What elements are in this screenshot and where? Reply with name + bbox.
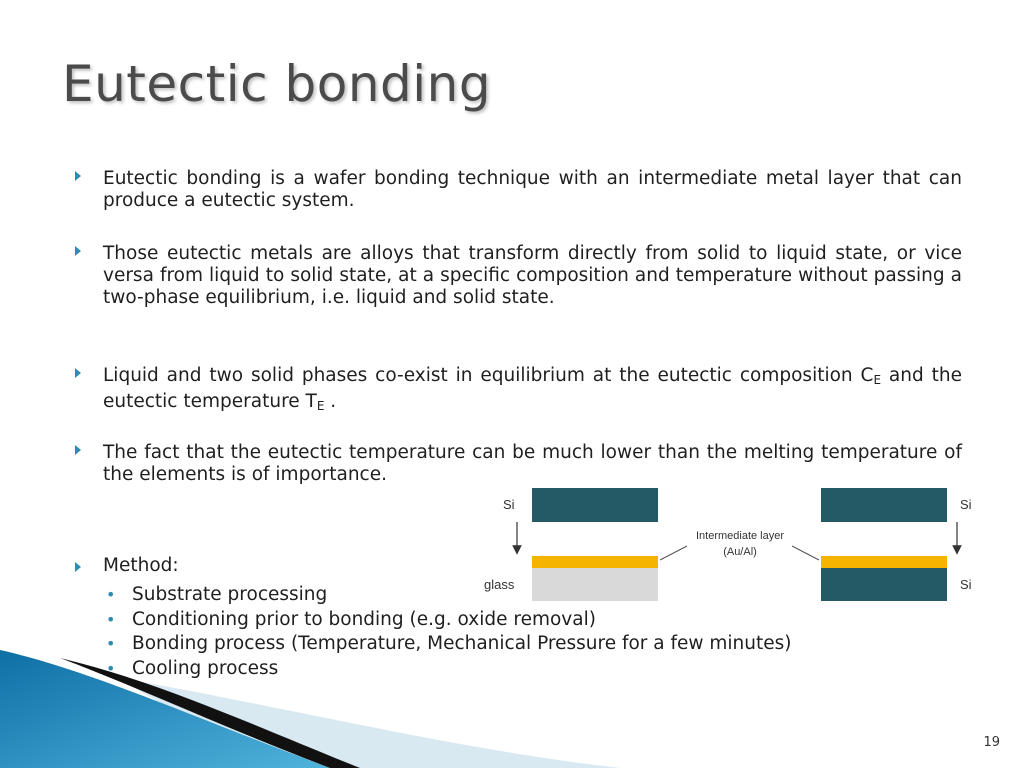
leader-line-left: [660, 546, 687, 560]
bullet-1-text: Eutectic bonding is a wafer bonding technique with an intermediate metal layer that can produce a eutectic system.: [103, 168, 962, 211]
step-1: Substrate processing: [132, 584, 328, 605]
bullet-dot-icon: •: [106, 609, 116, 629]
step-2: Conditioning prior to bonding (e.g. oxide removal): [132, 608, 596, 630]
list-item: [104, 608, 792, 633]
bullet-3-text: [103, 365, 962, 417]
left-metal-layer: [532, 556, 658, 568]
left-bottom-label: glass: [484, 577, 515, 592]
step-3: Bonding process (Temperature, Mechanical Pressure for a few minutes): [132, 633, 792, 654]
left-top-label: Si: [503, 497, 515, 512]
slide-title: Eutectic bonding: [62, 55, 492, 113]
intermediate-label-line1: Intermediate layer: [695, 530, 785, 542]
bullet-dot-icon: •: [106, 658, 116, 678]
right-top-label: Si: [960, 497, 972, 512]
bullet-4-text: The fact that the eutectic temperature can be much lower than the melting temperature of the elements is of importance.: [103, 442, 962, 485]
bullet-dot-icon: •: [106, 585, 116, 604]
subscript-e: E: [873, 373, 882, 387]
subscript-e: E: [316, 399, 325, 413]
left-glass-wafer: [532, 568, 658, 601]
bullet-arrow-icon: [75, 246, 81, 256]
right-si-wafer-bottom: [821, 568, 947, 601]
step-4: Cooling process: [132, 657, 279, 679]
bullet-2-text: Those eutectic metals are alloys that transform directly from solid to liquid state, or vice versa from liquid to solid state, at a specific composition and temperature without passing a two-phase equilibrium, i.e. liquid and solid state.: [103, 243, 962, 308]
bullet-3-part-b: and the eutectic temperature T: [103, 365, 962, 412]
method-label: Method:: [103, 555, 179, 576]
intermediate-label-line2: (Au/Al): [723, 546, 757, 558]
left-si-wafer: [532, 488, 658, 522]
bullet-arrow-icon: [75, 445, 81, 455]
right-bottom-label: Si: [960, 577, 972, 592]
leader-line-right: [792, 546, 819, 560]
right-metal-layer: [821, 556, 947, 568]
bullet-1: [75, 168, 962, 212]
bullet-3-part-c: .: [324, 391, 337, 412]
bullet-arrow-icon: [75, 562, 81, 572]
bullet-3: [75, 365, 962, 417]
bullet-2: [75, 243, 962, 309]
right-si-wafer-top: [821, 488, 947, 522]
bullet-arrow-icon: [75, 171, 81, 181]
bullet-dot-icon: •: [106, 634, 116, 653]
corner-swoosh-decoration: [0, 640, 620, 768]
eutectic-bonding-diagram: [470, 480, 990, 610]
bullet-3-part-a: Liquid and two solid phases co-exist in equilibrium at the eutectic composition C: [103, 365, 874, 386]
slide-number: 19: [983, 735, 1000, 750]
bullet-arrow-icon: [75, 368, 81, 378]
